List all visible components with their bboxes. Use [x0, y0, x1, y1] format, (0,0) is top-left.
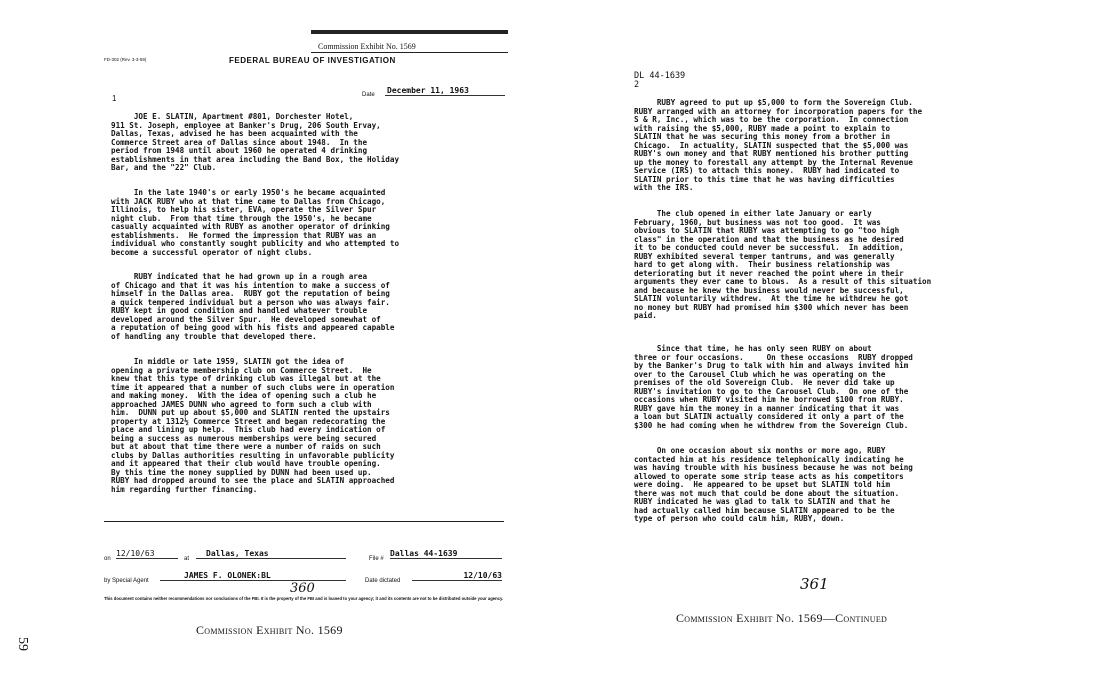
left-paragraph-2: In the late 1940's or early 1950's he became acquainted with JACK RUBY who at that time came to Dallas from Chicago, Illinois, to help his sister, EVA, operate the Silver Spur night club. From that time through the 1950's, he became casually acquainted with RUBY as another operator of drinking establishments. He formed the impression that RUBY was an individual who constantly sought publicity and who attempted to become a successful operator of night clubs.	[111, 188, 400, 257]
header-rule-bottom	[311, 52, 508, 53]
page-number: 1	[112, 94, 117, 103]
right-paragraph-1: RUBY agreed to put up $5,000 to form the Sovereign Club. RUBY arranged with an attorney for incorporation papers for the S & R, Inc., which was to be the corporation. In connection with raising the $5,000, RUBY made a point to explain to SLATIN that he was securing this money from a brother in Chicago. In actuality, SLATIN suspected that the $5,000 was RUBY's own money and that RUBY mentioned his brother putting up the money to forestall any attempt by the Internal Revenue Service (IRS) to attach this money. RUBY had indicated to SLATIN prior to this time that he was having difficulties with the IRS.	[634, 98, 923, 192]
footer-disclaimer: This document contains neither recommendations nor conclusions of the FBI. It is the property of the FBI and is loaned to your agency; it and its contents are not to be distributed outside your agency.	[104, 596, 504, 601]
agency-title: FEDERAL BUREAU OF INVESTIGATION	[229, 56, 396, 65]
footer-file-value: Dallas 44-1639	[390, 549, 502, 559]
right-paragraph-2: The club opened in either late January or early February, 1960, but business was not too good. It was obvious to SLATIN that RUBY was attempting to go "too high class" in the operation and that the business as he desired it to be conducted could never be successful. In addition, RUBY exhibited several temper tantrums, and was generally hard to get along with. Their business relationship was deteriorating but it never reached the point where in their arguments they ever came to blows. As a result of this situation and because he knew the business would never be successful, SLATIN voluntarily withdrew. At the time he withdrew he got no money but RUBY had promised him $300 which never has been paid.	[634, 209, 932, 320]
right-caption: Commission Exhibit No. 1569—Continued	[676, 611, 888, 625]
right-paragraph-3: Since that time, he has only seen RUBY on about three or four occasions. On these occasions RUBY dropped by the Banker's Drug to talk with him and always invited him over to the Carousel Club which he was operating on the premises of the old Sovereign Club. He never did take up RUBY's invitation to go to the Carousel Club. On one of the occasions when RUBY visited him he borrowed $100 from RUBY. RUBY gave him the money in a manner indicating that it was a loan but SLATIN actually considered it only a part of the $300 he had coming when he withdrew from the Sovereign Club.	[634, 344, 913, 430]
footer-rule	[104, 521, 504, 522]
date-value: December 11, 1963	[385, 86, 505, 96]
left-paragraph-4: In middle or late 1959, SLATIN got the idea of opening a private membership club on Commerce Street. He knew that this type of drinking club was illegal but at the time it appeared that a number of such clubs were in operation and making money. With the idea of opening such a club he approached JAMES DUNN who agreed to form such a club with him. DUNN put up about $5,000 and SLATIN rented the upstairs property at 1312½ Commerce Street and began redecorating the place and lining up help. This club had every indication of being a success as numerous memberships were being secured but at about that time there were a number of raids on such clubs by Dallas authorities resulting in unfavorable publicity and it appeared that their club would have trouble opening. By this time the money supplied by DUNN had been used up. RUBY had dropped around to see the place and SLATIN approached him regarding further financing.	[111, 357, 395, 494]
handwritten-page-360: 360	[290, 581, 315, 596]
footer-agent-label: by Special Agent	[104, 578, 149, 584]
footer-at-label: at	[184, 556, 190, 562]
left-caption: Commission Exhibit No. 1569	[196, 623, 343, 637]
right-paragraph-4: On one occasion about six months or more ago, RUBY contacted him at his residence telephonically indicating he was having trouble with his business because he was not being allowed to operate some strip tease acts as his competitors were doing. He appeared to be upset but SLATIN told him there was not much that could be done about the situation. RUBY indicated he was glad to talk to SLATIN and that he had actually called him because SLATIN appeared to be the type of person who could calm him, RUBY, down.	[634, 446, 913, 523]
footer-agent-value: JAMES F. OLONEK:BL	[160, 571, 346, 581]
footer-dictated-value: 12/10/63	[412, 571, 502, 581]
margin-page-number: 59	[15, 637, 30, 651]
left-paragraph-3: RUBY indicated that he had grown up in a rough area of Chicago and that it was his intention to make a success of himself in the Dallas area. RUBY got the reputation of being a quick tempered individual but a person who was always fair. RUBY kept in good condition and handled whatever trouble developed around the Silver Spur. He developed somewhat of a reputation of being good with his fists and appeared capable of handling any trouble that developed there.	[111, 272, 395, 341]
page-number-2: 2	[634, 80, 640, 90]
exhibit-header: Commission Exhibit No. 1569	[318, 42, 416, 51]
header-rule-top	[311, 30, 508, 34]
file-reference: DL 44-1639	[634, 71, 686, 81]
left-paragraph-1: JOE E. SLATIN, Apartment #801, Dorchester Hotel, 911 St. Joseph, employee at Banker's Drug, 206 South Ervay, Dallas, Texas, advised he has been acquainted with the Commerce Street area of Dallas since about 1948. In the period from 1948 until about 1960 he operated 4 drinking establishments in that area including the Band Box, the Holiday Bar, and the "22" Club.	[111, 112, 400, 172]
form-number: FD-302 (Rev. 3-3-59)	[104, 57, 147, 62]
date-label: Date	[362, 92, 375, 98]
footer-on-label: on	[104, 556, 111, 562]
footer-file-label: File #	[369, 556, 384, 562]
handwritten-page-361: 361	[800, 575, 829, 593]
footer-at-value: Dallas, Texas	[196, 549, 346, 559]
footer-dictated-label: Date dictated	[365, 578, 401, 584]
footer-on-value: 12/10/63	[116, 549, 178, 559]
